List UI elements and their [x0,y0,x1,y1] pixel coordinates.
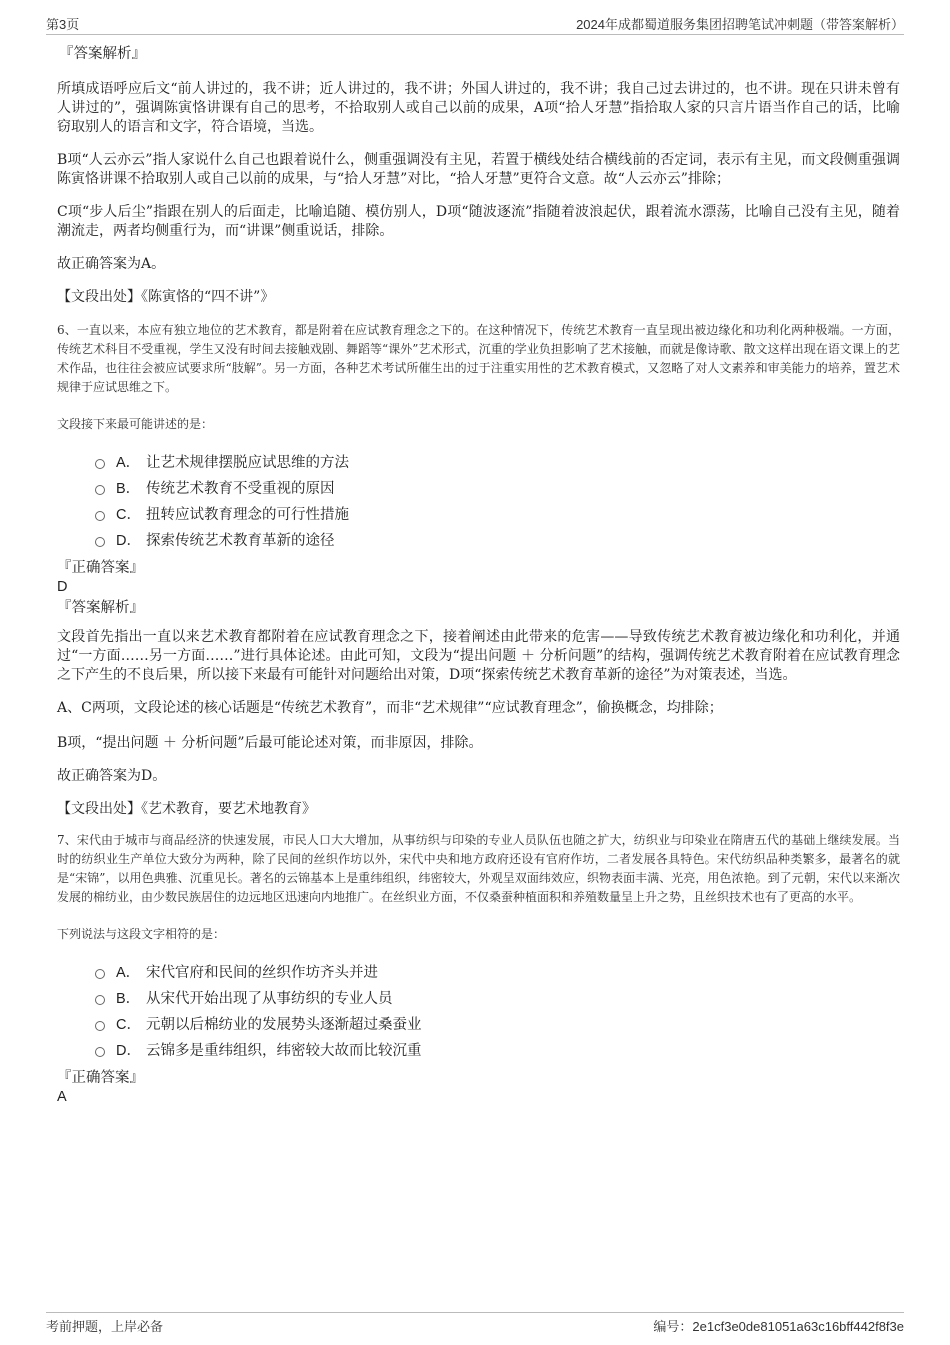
radio-icon[interactable] [95,537,105,547]
radio-icon[interactable] [95,1047,105,1057]
conclusion-line: 故正确答案为A。 [57,256,166,272]
option-a[interactable]: A． 宋代官府和民间的丝织作坊齐头并进 [95,958,900,984]
correct-answer-label: 『正确答案』 [57,1070,144,1086]
page-content [57,44,900,1106]
radio-icon[interactable] [95,1021,105,1031]
analysis-paragraph: C项“步人后尘”指跟在别人的后面走，比喻追随、模仿别人，D项“随波逐流”指随着波浪起伏，跟着流水漂荡，比喻自己没有主见，随着潮流走，两者均侧重行为，而“讲课”侧重说话，排除。 [57,204,900,239]
question-7-options [95,958,900,1062]
analysis-paragraph: A、C两项，文段论述的核心话题是“传统艺术教育”，而非“艺术规律”“应试教育理念”，偷换概念，均排除； [57,700,723,716]
analysis-label: 『答案解析』 [57,600,144,616]
option-c[interactable]: C． 扭转应试教育理念的可行性措施 [95,500,900,526]
option-b[interactable]: B． 传统艺术教育不受重视的原因 [95,474,900,500]
radio-icon[interactable] [95,511,105,521]
radio-icon[interactable] [95,459,105,469]
option-c[interactable]: C． 元朝以后棉纺业的发展势头逐渐超过桑蚕业 [95,1010,900,1036]
radio-icon[interactable] [95,969,105,979]
document-id: 编号：2e1cf3e0de81051a63c16bff442f8f3e [653,1319,904,1334]
source-citation: 【文段出处】《陈寅恪的“四不讲”》 [57,289,275,305]
question-6-passage: 6、一直以来，本应有独立地位的艺术教育，都是附着在应试教育理念之下的。在这种情况下，传统艺术教育一直呈现出被边缘化和功利化两种极端。一方面，传统艺术科目不受重视，学生又没有时间去接触戏剧、舞蹈等“课外”艺术形式，沉重的学业负担影响了艺术接触，而就是像诗歌、散文这样出现在语文课上的艺术作品，也往往会被应试要求所“肢解”。另一方面，各种艺术考试所催生出的过于注重实用性的艺术教育模式，又忽略了对人文素养和审美能力的培养，置艺术规律于应试思维之下。 [57,323,900,394]
correct-answer-label: 『正确答案』 [57,560,144,576]
radio-icon[interactable] [95,995,105,1005]
page-number: 第3页 [46,17,80,32]
analysis-paragraph: B项，“提出问题 ＋ 分析问题”后最可能论述对策，而非原因，排除。 [57,735,483,751]
footer-slogan: 考前押题，上岸必备 [46,1319,164,1334]
question-6-options [95,448,900,552]
analysis-paragraph: 文段首先指出一直以来艺术教育都附着在应试教育理念之下，接着阐述由此带来的危害——导致传统艺术教育被边缘化和功利化，并通过“一方面……另一方面……”进行具体论述。由此可知，文段为“提出问题 ＋ 分析问题”的结构，强调传统艺术教育附着在应试教育理念之下产生的不良后果，所以接下来最有可能针对问题给出对策，D项“探索传统艺术教育革新的途径”为对策表述，当选。 [57,629,900,683]
option-d[interactable]: D． 云锦多是重纬组织，纬密较大故而比较沉重 [95,1036,900,1062]
analysis-paragraph: 所填成语呼应后文“前人讲过的，我不讲；近人讲过的，我不讲；外国人讲过的，我不讲；我自己过去讲过的，也不讲。现在只讲未曾有人讲过的”，强调陈寅恪讲课有自己的思考，不拾取别人或自己以前的成果，A项“拾人牙慧”指拾取人家的只言片语当作自己的话，比喻窃取别人的语言和文字，符合语境，当选。 [57,81,900,135]
page-footer [46,1312,904,1333]
source-citation: 【文段出处】《艺术教育，要艺术地教育》 [57,801,316,817]
question-7-passage: 7、宋代由于城市与商品经济的快速发展，市民人口大大增加，从事纺织与印染的专业人员队伍也随之扩大，纺织业与印染业在隋唐五代的基础上继续发展。当时的纺织业生产单位大致分为两种，除了民间的丝织作坊以外，宋代中央和地方政府还设有官府作坊，二者发展各具特色。宋代纺织品种类繁多，最著名的就是“宋锦”，以用色典雅、沉重见长。著名的云锦基本上是重纬组织，纬密较大，外观呈双面纬效应，织物表面丰满、光亮，用色浓艳。到了元朝，宋代以来渐次发展的棉纺业，由少数民族居住的边远地区迅速向内地推广。在丝织业方面，不仅桑蚕种植面积和养殖数量呈上升之势，且丝织技术也有了更高的水平。 [57,833,900,904]
option-a[interactable]: A． 让艺术规律摆脱应试思维的方法 [95,448,900,474]
correct-answer: D [57,579,68,595]
analysis-label: 『答案解析』 [59,46,146,62]
option-d[interactable]: D． 探索传统艺术教育革新的途径 [95,526,900,552]
question-6-stem: 文段接下来最可能讲述的是： [57,417,214,431]
conclusion-line: 故正确答案为D。 [57,768,167,784]
question-7-stem: 下列说法与这段文字相符的是： [57,927,226,941]
page-header [46,14,904,35]
radio-icon[interactable] [95,485,105,495]
option-b[interactable]: B． 从宋代开始出现了从事纺织的专业人员 [95,984,900,1010]
document-title: 2024年成都蜀道服务集团招聘笔试冲刺题（带答案解析） [576,17,904,32]
correct-answer: A [57,1089,67,1105]
analysis-paragraph: B项“人云亦云”指人家说什么自己也跟着说什么，侧重强调没有主见，若置于横线处结合横线前的否定词，表示有主见，而文段侧重强调陈寅恪讲课不拾取别人或自己以前的成果，与“拾人牙慧”对比，“拾人牙慧”更符合文意。故“人云亦云”排除； [57,152,900,187]
